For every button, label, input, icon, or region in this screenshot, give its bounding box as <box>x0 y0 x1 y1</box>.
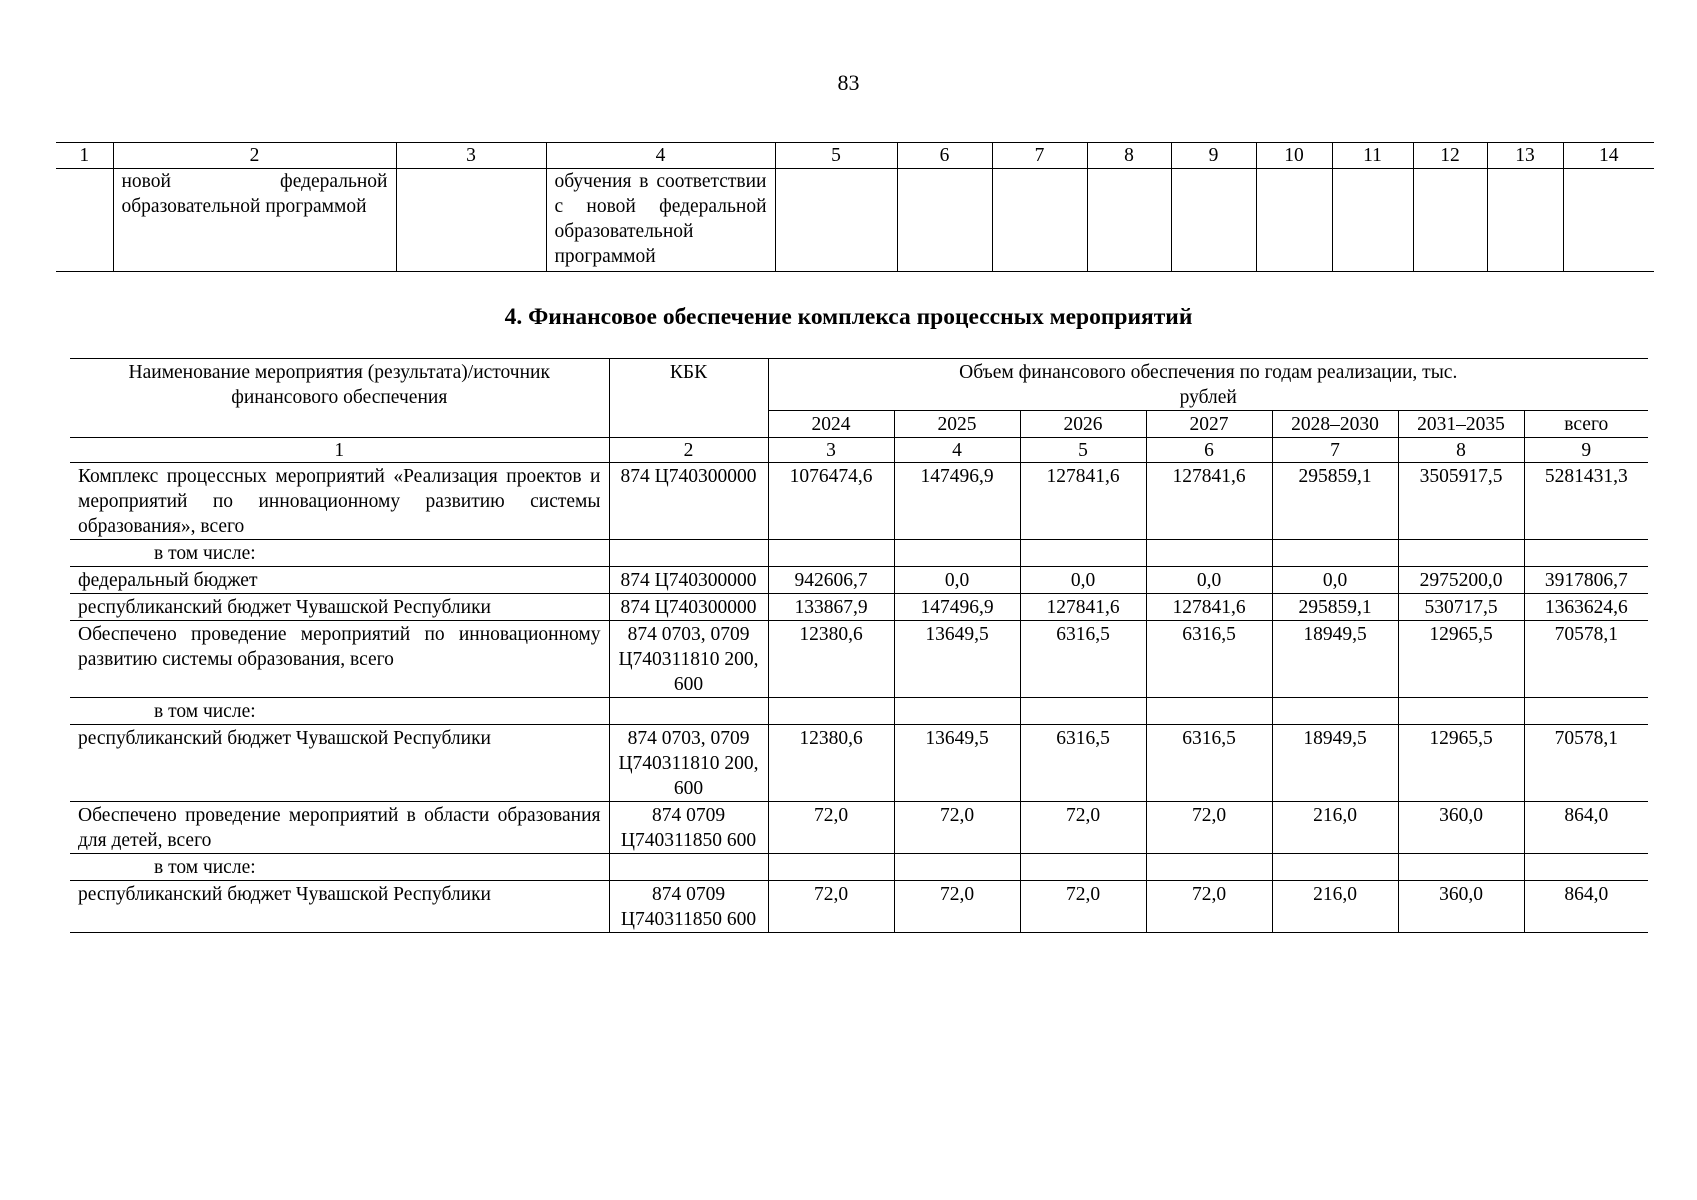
row-value: 216,0 <box>1272 802 1398 854</box>
row-kbk: 874 Ц740300000 <box>609 594 768 621</box>
column-number: 3 <box>768 438 894 463</box>
row-value: 864,0 <box>1524 802 1648 854</box>
row-value: 127841,6 <box>1146 594 1272 621</box>
table-cell <box>1087 169 1171 272</box>
row-value: 147496,9 <box>894 463 1020 540</box>
row-value <box>1524 698 1648 725</box>
row-value <box>1524 854 1648 881</box>
row-value: 295859,1 <box>1272 594 1398 621</box>
row-value <box>768 698 894 725</box>
row-value: 18949,5 <box>1272 621 1398 698</box>
column-number: 12 <box>1413 143 1487 169</box>
row-value <box>894 540 1020 567</box>
column-number: 9 <box>1524 438 1648 463</box>
row-value: 72,0 <box>1146 881 1272 933</box>
column-number: 5 <box>1020 438 1146 463</box>
row-value: 127841,6 <box>1020 594 1146 621</box>
table-row <box>70 881 1648 933</box>
table-row <box>70 698 1648 725</box>
row-value: 0,0 <box>1146 567 1272 594</box>
column-number: 6 <box>1146 438 1272 463</box>
table-row <box>70 540 1648 567</box>
table-cell <box>897 169 992 272</box>
column-number: 10 <box>1256 143 1332 169</box>
column-number: 6 <box>897 143 992 169</box>
table-cell: обучения в соответствии с новой федеральной образовательной программой <box>546 169 775 272</box>
row-value <box>768 854 894 881</box>
header-name: Наименование мероприятия (результата)/источник финансового обеспечения <box>70 359 609 438</box>
row-name: республиканский бюджет Чувашской Республики <box>70 881 609 933</box>
finance-table <box>70 358 1648 933</box>
header-kbk: КБК <box>609 359 768 438</box>
row-value: 1363624,6 <box>1524 594 1648 621</box>
row-value: 72,0 <box>1020 881 1146 933</box>
column-number: 5 <box>775 143 897 169</box>
row-value: 72,0 <box>768 881 894 933</box>
row-name: республиканский бюджет Чувашской Республики <box>70 594 609 621</box>
table-cell <box>1563 169 1654 272</box>
table-row <box>70 621 1648 698</box>
table-row <box>56 169 1654 272</box>
row-value: 133867,9 <box>768 594 894 621</box>
column-number: 1 <box>70 438 609 463</box>
row-value <box>1398 854 1524 881</box>
row-value: 127841,6 <box>1146 463 1272 540</box>
row-value: 6316,5 <box>1146 725 1272 802</box>
row-value: 5281431,3 <box>1524 463 1648 540</box>
row-value <box>1146 854 1272 881</box>
column-number: 9 <box>1171 143 1256 169</box>
row-name: в том числе: <box>70 854 609 881</box>
column-number: 14 <box>1563 143 1654 169</box>
table-cell <box>1413 169 1487 272</box>
header-year: 2024 <box>768 411 894 438</box>
table-cell <box>56 169 113 272</box>
row-kbk <box>609 698 768 725</box>
row-kbk: 874 0703, 0709 Ц740311810 200, 600 <box>609 725 768 802</box>
row-name: Обеспечено проведение мероприятий в области образования для детей, всего <box>70 802 609 854</box>
row-kbk: 874 0709 Ц740311850 600 <box>609 802 768 854</box>
column-number: 7 <box>992 143 1087 169</box>
header-year: 2027 <box>1146 411 1272 438</box>
row-value: 6316,5 <box>1020 725 1146 802</box>
table-row <box>70 463 1648 540</box>
row-value <box>894 698 1020 725</box>
section-title: 4. Финансовое обеспечение комплекса процессных мероприятий <box>504 304 1193 330</box>
column-number-row <box>70 438 1648 463</box>
table-cell <box>1256 169 1332 272</box>
row-value: 72,0 <box>768 802 894 854</box>
row-value: 72,0 <box>894 881 1020 933</box>
row-value: 864,0 <box>1524 881 1648 933</box>
row-value: 70578,1 <box>1524 725 1648 802</box>
row-name: республиканский бюджет Чувашской Республики <box>70 725 609 802</box>
row-value <box>1272 854 1398 881</box>
table-row <box>70 567 1648 594</box>
row-value <box>1272 698 1398 725</box>
row-value: 70578,1 <box>1524 621 1648 698</box>
row-name: Комплекс процессных мероприятий «Реализация проектов и мероприятий по инновационному развитию системы образования», всего <box>70 463 609 540</box>
row-value: 6316,5 <box>1146 621 1272 698</box>
row-value <box>1398 698 1524 725</box>
table-row <box>70 725 1648 802</box>
table-cell <box>396 169 546 272</box>
row-value: 942606,7 <box>768 567 894 594</box>
row-value: 13649,5 <box>894 621 1020 698</box>
row-value: 72,0 <box>1146 802 1272 854</box>
row-kbk <box>609 854 768 881</box>
row-value: 12965,5 <box>1398 725 1524 802</box>
row-value <box>1272 540 1398 567</box>
column-number: 1 <box>56 143 113 169</box>
column-number: 3 <box>396 143 546 169</box>
column-number: 2 <box>609 438 768 463</box>
column-number: 11 <box>1332 143 1413 169</box>
row-value: 530717,5 <box>1398 594 1524 621</box>
row-value: 360,0 <box>1398 802 1524 854</box>
row-value <box>1020 698 1146 725</box>
row-kbk: 874 0703, 0709 Ц740311810 200, 600 <box>609 621 768 698</box>
header-year: 2025 <box>894 411 1020 438</box>
table-cell: новой федеральной образовательной программой <box>113 169 396 272</box>
row-name: федеральный бюджет <box>70 567 609 594</box>
row-value: 3917806,7 <box>1524 567 1648 594</box>
row-value <box>1524 540 1648 567</box>
row-name: в том числе: <box>70 540 609 567</box>
row-value: 0,0 <box>1272 567 1398 594</box>
column-number: 4 <box>546 143 775 169</box>
row-kbk <box>609 540 768 567</box>
column-number: 8 <box>1398 438 1524 463</box>
header-row <box>70 359 1648 411</box>
row-value: 18949,5 <box>1272 725 1398 802</box>
row-value <box>1020 854 1146 881</box>
table-cell <box>1487 169 1563 272</box>
row-value: 0,0 <box>1020 567 1146 594</box>
table-cell <box>1171 169 1256 272</box>
table-row <box>70 594 1648 621</box>
column-number: 4 <box>894 438 1020 463</box>
column-number: 13 <box>1487 143 1563 169</box>
column-number: 7 <box>1272 438 1398 463</box>
row-value: 12380,6 <box>768 621 894 698</box>
row-value: 72,0 <box>1020 802 1146 854</box>
table-cell <box>775 169 897 272</box>
header-year: 2031–2035 <box>1398 411 1524 438</box>
row-value <box>768 540 894 567</box>
continuation-table <box>56 142 1654 272</box>
header-volume: Объем финансового обеспечения по годам реализации, тыс. рублей <box>768 359 1648 411</box>
row-value: 72,0 <box>894 802 1020 854</box>
header-year: всего <box>1524 411 1648 438</box>
column-number: 2 <box>113 143 396 169</box>
row-name: в том числе: <box>70 698 609 725</box>
header-year: 2026 <box>1020 411 1146 438</box>
row-kbk: 874 0709 Ц740311850 600 <box>609 881 768 933</box>
header-year: 2028–2030 <box>1272 411 1398 438</box>
row-value: 13649,5 <box>894 725 1020 802</box>
row-value: 216,0 <box>1272 881 1398 933</box>
row-value: 12965,5 <box>1398 621 1524 698</box>
table-row <box>70 802 1648 854</box>
row-value: 0,0 <box>894 567 1020 594</box>
row-value <box>1398 540 1524 567</box>
column-number: 8 <box>1087 143 1171 169</box>
row-value: 3505917,5 <box>1398 463 1524 540</box>
row-value <box>894 854 1020 881</box>
row-value <box>1020 540 1146 567</box>
row-value <box>1146 540 1272 567</box>
row-value: 12380,6 <box>768 725 894 802</box>
row-value: 6316,5 <box>1020 621 1146 698</box>
row-value: 2975200,0 <box>1398 567 1524 594</box>
row-name: Обеспечено проведение мероприятий по инновационному развитию системы образования, всего <box>70 621 609 698</box>
row-value: 1076474,6 <box>768 463 894 540</box>
row-value: 295859,1 <box>1272 463 1398 540</box>
row-value: 147496,9 <box>894 594 1020 621</box>
row-value <box>1146 698 1272 725</box>
row-kbk: 874 Ц740300000 <box>609 567 768 594</box>
column-number-row <box>56 143 1654 169</box>
table-cell <box>1332 169 1413 272</box>
table-row <box>70 854 1648 881</box>
row-value: 360,0 <box>1398 881 1524 933</box>
row-kbk: 874 Ц740300000 <box>609 463 768 540</box>
row-value: 127841,6 <box>1020 463 1146 540</box>
table-cell <box>992 169 1087 272</box>
page-number: 83 <box>837 70 860 95</box>
